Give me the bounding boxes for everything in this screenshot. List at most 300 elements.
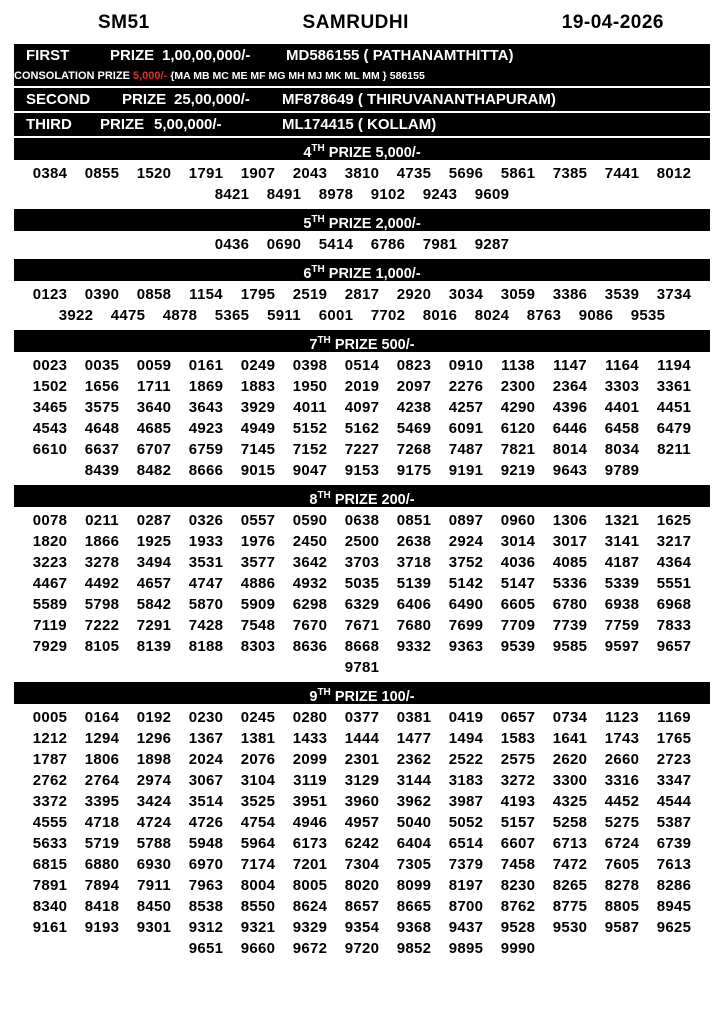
prize-number: 8005: [292, 877, 328, 894]
prize-number: 1138: [501, 357, 535, 374]
prize-number: 9781: [344, 659, 380, 676]
prize-number: 9625: [656, 919, 692, 936]
prize-number: 4401: [604, 399, 640, 416]
prize-number: 0192: [136, 709, 172, 726]
prize-number: 6724: [604, 835, 640, 852]
prize-number: 9175: [396, 462, 432, 479]
prize-ordinal-suffix: TH: [317, 687, 331, 698]
prize-block: [14, 259, 710, 328]
prize-number-row: [14, 397, 710, 418]
prize-number: 1787: [32, 751, 68, 768]
prize-number: 6120: [500, 420, 536, 437]
prize-number: 6446: [552, 420, 588, 437]
prize-number: 3300: [552, 772, 588, 789]
prize-title-text: PRIZE 500/-: [330, 336, 415, 352]
prize-number: 9672: [292, 940, 328, 957]
prize-number: 8211: [657, 441, 691, 458]
prize-number-grid: [14, 352, 710, 483]
prize-number: 8004: [240, 877, 276, 894]
prize-number: 4878: [162, 307, 198, 324]
prize-number: 6739: [656, 835, 692, 852]
consolation-series: {MA MB MC ME MF MG MH MJ MK ML MM }: [170, 70, 387, 82]
prize-number: 0557: [240, 512, 276, 529]
prize-number: 9528: [500, 919, 536, 936]
prize-number: 3059: [500, 286, 536, 303]
prize-number: 7305: [396, 856, 432, 873]
prize-number: 4364: [656, 554, 692, 571]
prize-number: 9597: [604, 638, 640, 655]
prize-block: [14, 682, 710, 961]
prize-number: 3525: [240, 793, 276, 810]
prize-number: 2024: [188, 751, 224, 768]
prize-number: 9219: [500, 462, 536, 479]
prize-number: 3987: [448, 793, 484, 810]
prize-number: 8668: [344, 638, 380, 655]
prize-number: 7487: [448, 441, 484, 458]
prize-block: [14, 209, 710, 257]
prize-number: 9332: [396, 638, 432, 655]
prize-number: 7385: [552, 165, 588, 182]
page-header: [14, 0, 710, 44]
prize-number: 1711: [137, 378, 171, 395]
prize-number: 8657: [344, 898, 380, 915]
prize-title-bar: [14, 138, 710, 160]
prize-number: 7891: [32, 877, 68, 894]
prize-number: 7709: [500, 617, 536, 634]
prize-number-row: [14, 573, 710, 594]
prize-number: 3129: [344, 772, 380, 789]
prize-number: 3494: [136, 554, 172, 571]
prize-number: 8665: [396, 898, 432, 915]
prize-number: 2660: [604, 751, 640, 768]
prize-number: 9321: [240, 919, 276, 936]
prize-number: 4648: [84, 420, 120, 437]
prize-number: 1194: [657, 357, 691, 374]
prize-number: 3144: [396, 772, 432, 789]
first-prize-amount: 1,00,00,000/-: [162, 47, 251, 64]
prize-ordinal-suffix: TH: [311, 214, 325, 225]
prize-number: 6880: [84, 856, 120, 873]
prize-title-text: PRIZE 2,000/-: [324, 215, 421, 231]
prize-number: 7759: [604, 617, 640, 634]
prize-number: 7671: [344, 617, 380, 634]
prize-number: 8418: [84, 898, 120, 915]
prize-number: 7702: [370, 307, 406, 324]
prize-number: 4886: [240, 575, 276, 592]
prize-number: 4685: [136, 420, 172, 437]
prize-number: 0960: [500, 512, 536, 529]
prize-number: 3962: [396, 793, 432, 810]
prize-number: 2019: [344, 378, 380, 395]
prize-number: 5152: [292, 420, 328, 437]
prize-number: 0436: [214, 236, 250, 253]
prize-number: 6514: [448, 835, 484, 852]
prize-number: 5258: [552, 814, 588, 831]
prize-number: 2301: [344, 751, 380, 768]
prize-number: 0287: [136, 512, 172, 529]
prize-number: 1154: [189, 286, 223, 303]
prize-number: 1765: [656, 730, 692, 747]
prize-number: 3960: [344, 793, 380, 810]
prize-number: 3141: [604, 533, 640, 550]
prize-number: 0245: [240, 709, 276, 726]
prize-number: 3034: [448, 286, 484, 303]
prize-number: 6091: [448, 420, 484, 437]
prize-number: 8012: [656, 165, 692, 182]
prize-number: 6780: [552, 596, 588, 613]
prize-number: 4257: [448, 399, 484, 416]
prize-number: 7268: [396, 441, 432, 458]
prize-number: 4946: [292, 814, 328, 831]
prize-number: 6610: [32, 441, 68, 458]
prize-number: 7894: [84, 877, 120, 894]
prize-number: 4452: [604, 793, 640, 810]
prize-number: 0734: [552, 709, 588, 726]
prize-number: 1164: [605, 357, 639, 374]
prize-number: 6404: [396, 835, 432, 852]
lottery-name: SAMRUDHI: [302, 12, 409, 33]
prize-number: 3223: [32, 554, 68, 571]
prize-title-bar: [14, 485, 710, 507]
prize-ordinal-suffix: TH: [317, 335, 331, 346]
prize-number: 6298: [292, 596, 328, 613]
prize-number: 0078: [32, 512, 68, 529]
prize-number: 7929: [32, 638, 68, 655]
prize-number: 1367: [188, 730, 224, 747]
prize-ordinal: 4: [303, 144, 312, 160]
prize-number: 6242: [344, 835, 380, 852]
prize-number: 5551: [656, 575, 692, 592]
prize-number: 6968: [656, 596, 692, 613]
prize-number: 3386: [552, 286, 588, 303]
prize-number: 8188: [188, 638, 224, 655]
prize-number: 3272: [500, 772, 536, 789]
prize-number-row: [14, 439, 710, 460]
prize-number: 3643: [188, 399, 224, 416]
prize-number: 1294: [84, 730, 120, 747]
prize-number: 2276: [448, 378, 484, 395]
prize-number: 8286: [656, 877, 692, 894]
prize-number: 1641: [552, 730, 588, 747]
prize-number-row: [14, 875, 710, 896]
prize-number: 2638: [396, 533, 432, 550]
draw-date: 19-04-2026: [561, 12, 664, 33]
prize-number: 5147: [500, 575, 536, 592]
prize-number: 5052: [448, 814, 484, 831]
prize-number: 9301: [136, 919, 172, 936]
prize-number: 1866: [84, 533, 120, 550]
prize-block: [14, 138, 710, 207]
prize-number-row: [14, 163, 710, 184]
prize-number-row: [14, 552, 710, 573]
prize-number: 7152: [292, 441, 328, 458]
prize-number: 6479: [656, 420, 692, 437]
prize-number: 5469: [396, 420, 432, 437]
prize-number: 9193: [84, 919, 120, 936]
prize-number: 0398: [292, 357, 328, 374]
prize-number: 4724: [136, 814, 172, 831]
prize-number: 9191: [448, 462, 484, 479]
prize-number: 9329: [292, 919, 328, 936]
prize-number: 0123: [32, 286, 68, 303]
prize-number-row: [14, 938, 710, 959]
prize-number: 3372: [32, 793, 68, 810]
prize-number: 4735: [396, 165, 432, 182]
consolation-amount: 5,000/-: [133, 70, 168, 82]
first-prize-ticket: MD586155 ( PATHANAMTHITTA): [286, 47, 514, 64]
prize-number: 4085: [552, 554, 588, 571]
second-prize-label: SECOND: [26, 91, 91, 108]
prize-number: 8762: [500, 898, 536, 915]
prize-number: 0384: [32, 165, 68, 182]
prize-number: 1933: [188, 533, 224, 550]
prize-number: 3575: [84, 399, 120, 416]
prize-ordinal-suffix: TH: [317, 490, 331, 501]
prize-number: 3465: [32, 399, 68, 416]
prize-number: 3424: [136, 793, 172, 810]
prize-number: 0280: [292, 709, 328, 726]
prize-number: 2575: [500, 751, 536, 768]
prize-number: 5798: [84, 596, 120, 613]
prize-number: 6713: [552, 835, 588, 852]
prize-number: 1907: [240, 165, 276, 182]
prize-number-row: [14, 917, 710, 938]
prize-number: 1795: [240, 286, 276, 303]
prize-number: 3531: [188, 554, 224, 571]
prize-number: 9651: [188, 940, 224, 957]
prize-number: 3929: [240, 399, 276, 416]
prize-number: 9539: [500, 638, 536, 655]
prize-number: 9047: [292, 462, 328, 479]
prize-number: 7963: [188, 877, 224, 894]
prize-number: 5861: [500, 165, 536, 182]
prize-number: 9102: [370, 186, 406, 203]
prize-number: 1743: [604, 730, 640, 747]
prize-number-row: [14, 854, 710, 875]
prize-number: 7145: [240, 441, 276, 458]
prize-number: 3577: [240, 554, 276, 571]
prize-number: 8421: [214, 186, 250, 203]
prize-number: 2450: [292, 533, 328, 550]
prize-number: 1806: [84, 751, 120, 768]
prize-number-row: [14, 234, 710, 255]
prize-number: 8666: [188, 462, 224, 479]
prize-number: 8624: [292, 898, 328, 915]
prize-number-row: [14, 812, 710, 833]
prize-number-row: [14, 460, 710, 481]
prize-ordinal: 9: [309, 688, 318, 704]
prize-number: 1123: [605, 709, 639, 726]
prize-ordinal: 6: [303, 265, 312, 281]
prize-number: 0590: [292, 512, 328, 529]
prize-number: 8016: [422, 307, 458, 324]
prize-number: 0230: [188, 709, 224, 726]
prize-number-grid: [14, 507, 710, 680]
prize-number-row: [14, 184, 710, 205]
prize-number-grid: [14, 231, 710, 257]
prize-number: 4290: [500, 399, 536, 416]
prize-number: 1950: [292, 378, 328, 395]
prize-number: 5414: [318, 236, 354, 253]
prize-number: 0326: [188, 512, 224, 529]
prize-number: 2097: [396, 378, 432, 395]
prize-number: 9609: [474, 186, 510, 203]
prize-number: 4754: [240, 814, 276, 831]
prize-number: 0419: [448, 709, 484, 726]
prize-number: 1976: [240, 533, 276, 550]
prize-number: 9153: [344, 462, 380, 479]
prize-number: 9015: [240, 462, 276, 479]
prize-number: 8538: [188, 898, 224, 915]
prize-number: 4657: [136, 575, 172, 592]
prize-number: 4543: [32, 420, 68, 437]
prize-number: 9363: [448, 638, 484, 655]
prize-number: 3067: [188, 772, 224, 789]
prize-number: 9585: [552, 638, 588, 655]
prize-number: 0035: [84, 357, 120, 374]
prize-number: 6759: [188, 441, 224, 458]
prize-number: 8034: [604, 441, 640, 458]
prize-number: 9643: [552, 462, 588, 479]
prize-number: 8978: [318, 186, 354, 203]
prize-ordinal: 8: [309, 491, 318, 507]
prize-number: 1520: [136, 165, 172, 182]
prize-number: 7821: [500, 441, 536, 458]
prize-number: 5040: [396, 814, 432, 831]
prize-number-row: [14, 770, 710, 791]
prize-number: 1212: [32, 730, 68, 747]
prize-number: 3922: [58, 307, 94, 324]
prize-number: 7911: [137, 877, 171, 894]
prize-number: 4475: [110, 307, 146, 324]
prize-number: 8139: [136, 638, 172, 655]
prize-number: 8020: [344, 877, 380, 894]
prize-number: 4467: [32, 575, 68, 592]
prize-number: 8278: [604, 877, 640, 894]
prize-number: 8340: [32, 898, 68, 915]
prize-number: 8945: [656, 898, 692, 915]
first-prize-label: FIRST: [26, 47, 70, 64]
prize-number: 3718: [396, 554, 432, 571]
prize-number: 3514: [188, 793, 224, 810]
prize-number-row: [14, 707, 710, 728]
prize-number: 5964: [240, 835, 276, 852]
prize-number: 6173: [292, 835, 328, 852]
prize-number: 9852: [396, 940, 432, 957]
prize-ordinal-suffix: TH: [311, 143, 325, 154]
prize-number: 8550: [240, 898, 276, 915]
prize-number: 8775: [552, 898, 588, 915]
prize-number: 5157: [500, 814, 536, 831]
prize-number: 6637: [84, 441, 120, 458]
prize-blocks: [14, 138, 710, 961]
prize-number: 7739: [552, 617, 588, 634]
prize-number: 4949: [240, 420, 276, 437]
prize-number: 1296: [136, 730, 172, 747]
prize-number: 1625: [656, 512, 692, 529]
prize-number-grid: [14, 704, 710, 961]
prize-number: 9660: [240, 940, 276, 957]
prize-number: 8636: [292, 638, 328, 655]
prize-number: 9789: [604, 462, 640, 479]
prize-number-grid: [14, 160, 710, 207]
consolation-number: 586155: [389, 70, 425, 82]
prize-number: 8482: [136, 462, 172, 479]
prize-number: 0390: [84, 286, 120, 303]
prize-number: 5909: [240, 596, 276, 613]
prize-number: 7174: [240, 856, 276, 873]
prize-number: 8303: [240, 638, 276, 655]
prize-number: 1321: [604, 512, 640, 529]
prize-number: 1381: [240, 730, 276, 747]
prize-number: 0897: [448, 512, 484, 529]
prize-number: 2620: [552, 751, 588, 768]
prize-number-row: [14, 657, 710, 678]
prize-number: 8763: [526, 307, 562, 324]
prize-number: 4097: [344, 399, 380, 416]
prize-number: 3104: [240, 772, 276, 789]
prize-number-row: [14, 896, 710, 917]
prize-number: 2762: [32, 772, 68, 789]
first-prize-word: PRIZE: [110, 47, 155, 64]
prize-number: 3303: [604, 378, 640, 395]
prize-number: 5842: [136, 596, 172, 613]
prize-number: 6490: [448, 596, 484, 613]
prize-number: 2519: [292, 286, 328, 303]
prize-number: 9161: [32, 919, 68, 936]
prize-number: 1791: [188, 165, 224, 182]
prize-number: 0164: [84, 709, 120, 726]
prize-number: 4451: [656, 399, 692, 416]
prize-number: 1477: [396, 730, 432, 747]
prize-number: 7670: [292, 617, 328, 634]
prize-number: 5339: [604, 575, 640, 592]
prize-number: 5035: [344, 575, 380, 592]
prize-title-text: PRIZE 5,000/-: [324, 144, 421, 160]
prize-number: 2300: [500, 378, 536, 395]
prize-number: 8099: [396, 877, 432, 894]
third-prize-row: [14, 113, 710, 136]
prize-number: 1820: [32, 533, 68, 550]
prize-number: 1883: [240, 378, 276, 395]
prize-number: 1656: [84, 378, 120, 395]
prize-number: 4187: [604, 554, 640, 571]
prize-number: 6607: [500, 835, 536, 852]
prize-number: 9243: [422, 186, 458, 203]
prize-ordinal: 5: [303, 215, 312, 231]
prize-number: 8265: [552, 877, 588, 894]
prize-number: 3395: [84, 793, 120, 810]
prize-number: 8805: [604, 898, 640, 915]
prize-number-row: [14, 355, 710, 376]
prize-number: 8014: [552, 441, 588, 458]
prize-number: 3752: [448, 554, 484, 571]
prize-number: 9535: [630, 307, 666, 324]
prize-number: 6001: [318, 307, 354, 324]
prize-number: 6329: [344, 596, 380, 613]
prize-number: 9720: [344, 940, 380, 957]
prize-number: 2723: [656, 751, 692, 768]
prize-number: 1494: [448, 730, 484, 747]
consolation-prize-word: PRIZE: [97, 70, 130, 82]
prize-number: 5275: [604, 814, 640, 831]
prize-number: 2364: [552, 378, 588, 395]
prize-number: 5142: [448, 575, 484, 592]
prize-number: 2764: [84, 772, 120, 789]
prize-number-row: [14, 636, 710, 657]
prize-number: 3017: [552, 533, 588, 550]
prize-number: 1502: [32, 378, 68, 395]
